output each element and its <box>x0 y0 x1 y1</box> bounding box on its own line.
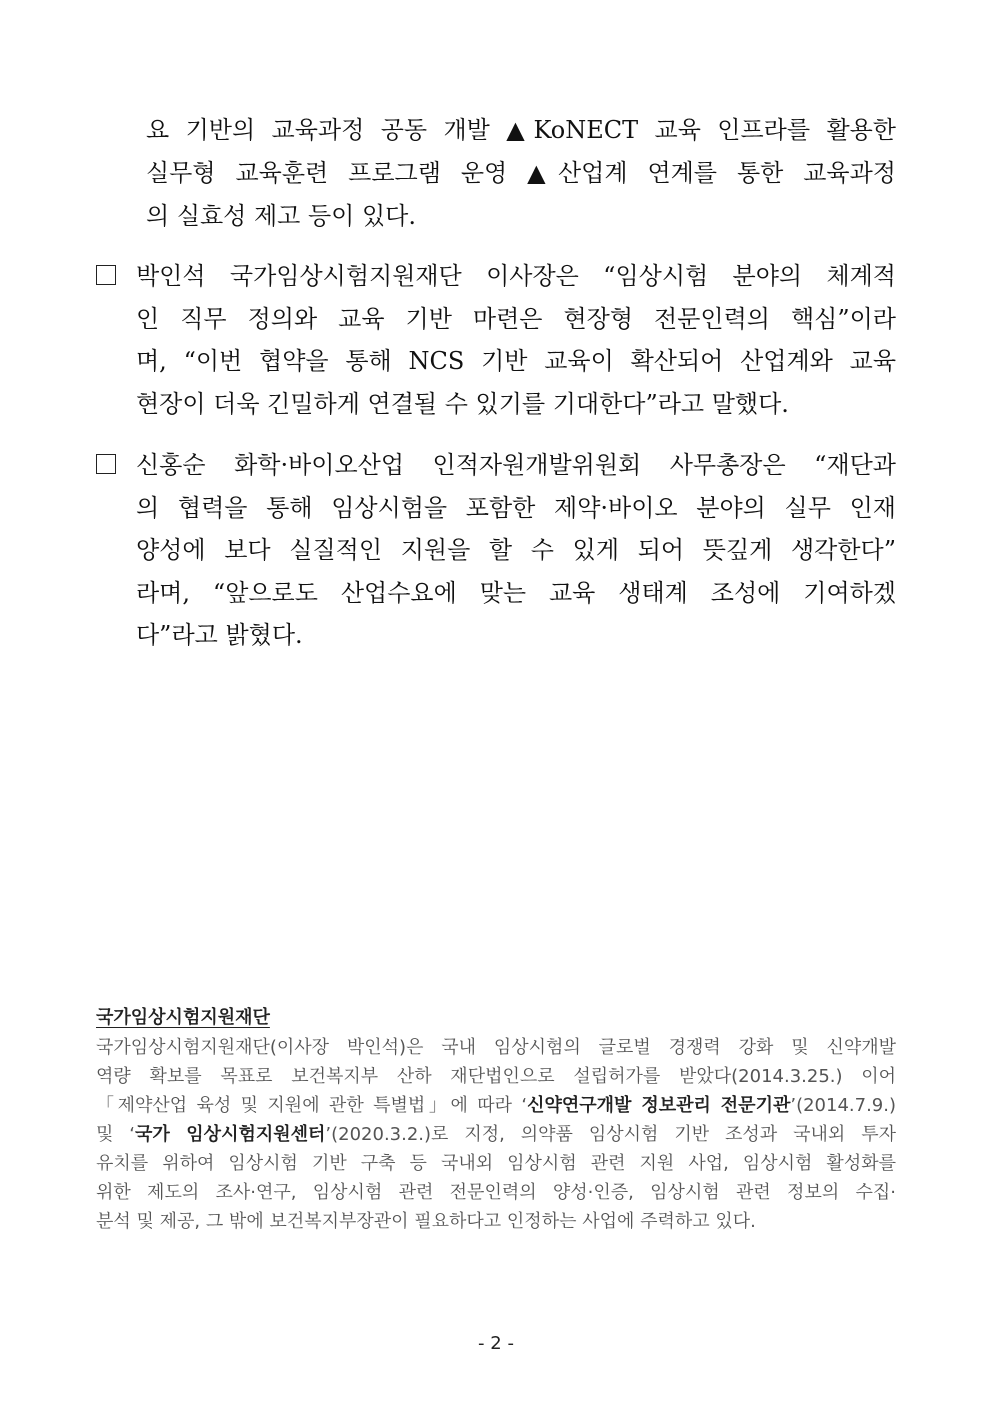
about-line: 국가임상시험지원재단(이사장 박인석)은 국내 임상시험의 글로벌 경쟁력 강화 및 신약개발 <box>96 1037 896 1058</box>
bullet-item-secretary-quote <box>96 444 896 657</box>
text-line: 의 협력을 통해 임상시험을 포함한 제약·바이오 분야의 실무 인재 <box>136 493 896 522</box>
about-line: 유치를 위하여 임상시험 기반 구축 등 국내외 임상시험 관련 지원 사업, 임상시험 활성화를 <box>96 1153 896 1174</box>
about-body <box>96 1033 896 1236</box>
about-section <box>96 1004 896 1236</box>
text-line: 인 직무 정의와 교육 기반 마련은 현장형 전문인력의 핵심”이라 <box>136 304 896 333</box>
bullet-item-chairman-quote <box>96 255 896 425</box>
text-line: 다”라고 밝혔다. <box>136 621 303 649</box>
about-text: 「제약산업 육성 및 지원에 관한 특별법」에 따라 ‘ <box>96 1095 528 1116</box>
text-line: 의 실효성 제고 등이 있다. <box>146 202 416 230</box>
page-number: - 2 - <box>478 1333 514 1354</box>
about-line: 위한 제도의 조사·연구, 임상시험 관련 전문인력의 양성·인증, 임상시험 관련 정보의 수집· <box>96 1182 896 1203</box>
designation-bold: 신약연구개발 정보관리 전문기관 <box>527 1095 791 1116</box>
text-line: 실무형 교육훈련 프로그램 운영 ▲산업계 연계를 통한 교육과정 <box>146 159 896 187</box>
text-line: 요 기반의 교육과정 공동 개발 ▲KoNECT 교육 인프라를 활용한 <box>146 116 896 144</box>
bullet-text <box>136 444 896 657</box>
about-title: 국가임상시험지원재단 <box>96 1007 270 1028</box>
text-line: 며, “이번 협약을 통해 NCS 기반 교육이 확산되어 산업계와 교육 <box>136 347 896 375</box>
about-text: ’(2014.7.9.) <box>790 1095 896 1116</box>
bullet-text <box>136 255 896 425</box>
about-line <box>96 1120 896 1149</box>
checkbox-square-icon <box>96 265 116 285</box>
text-line: 박인석 국가임상시험지원재단 이사장은 “임상시험 분야의 체계적 <box>136 262 896 290</box>
about-line: 역량 확보를 목표로 보건복지부 산하 재단법인으로 설립허가를 받았다(2014.3.25.) 이어 <box>96 1066 896 1087</box>
checkbox-square-icon <box>96 454 116 474</box>
text-line: 신홍순 화학·바이오산업 인적자원개발위원회 사무총장은 “재단과 <box>136 451 896 479</box>
continuation-paragraph <box>146 109 896 238</box>
about-text: 및 ‘ <box>96 1124 136 1145</box>
about-line: 분석 및 제공, 그 밖에 보건복지부장관이 필요하다고 인정하는 사업에 주력하고 있다. <box>96 1211 756 1232</box>
text-line: 양성에 보다 실질적인 지원을 할 수 있게 되어 뜻깊게 생각한다” <box>136 536 896 564</box>
text-line: 라며, “앞으로도 산업수요에 맞는 교육 생태계 조성에 기여하겠 <box>136 578 896 607</box>
text-line: 현장이 더욱 긴밀하게 연결될 수 있기를 기대한다”라고 말했다. <box>136 389 789 418</box>
about-line <box>96 1091 896 1120</box>
designation-bold: 국가 임상시험지원센터 <box>135 1124 326 1145</box>
about-text: ’(2020.3.2.)로 지정, 의약품 임상시험 기반 조성과 국내외 투자 <box>325 1124 896 1145</box>
